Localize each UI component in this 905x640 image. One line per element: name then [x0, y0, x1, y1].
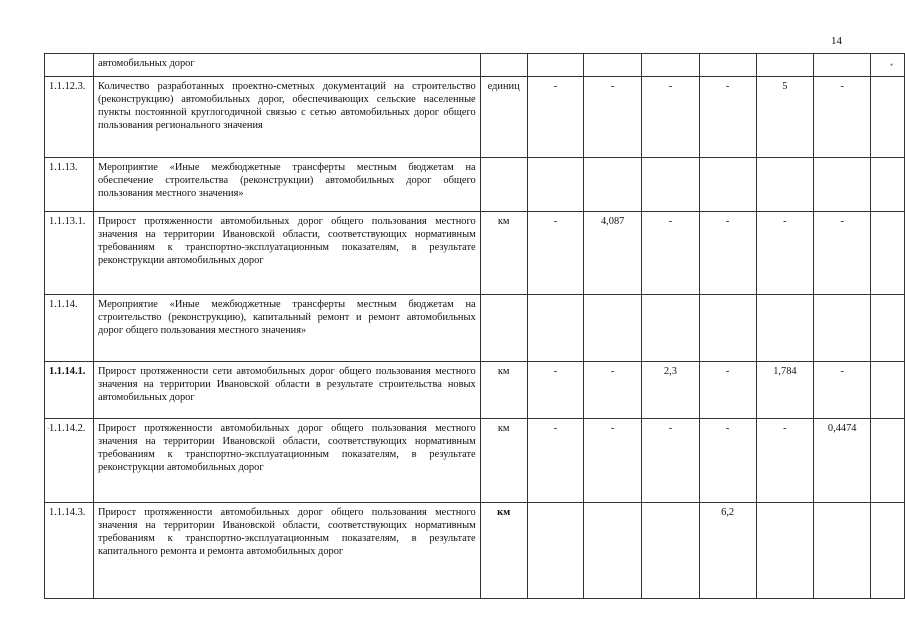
value-cell: -	[527, 77, 584, 158]
row-number: 1.1.12.3.	[45, 77, 94, 158]
value-cell	[642, 503, 700, 599]
value-cell	[584, 503, 642, 599]
value-cell	[527, 158, 584, 212]
value-cell	[584, 295, 642, 362]
value-cell	[871, 503, 905, 599]
value-cell	[756, 295, 814, 362]
value-cell	[699, 54, 756, 77]
value-cell	[871, 419, 905, 503]
value-cell	[814, 158, 871, 212]
value-cell: -	[527, 212, 584, 295]
value-cell	[871, 295, 905, 362]
row-number: 1.1.14.	[45, 295, 94, 362]
row-description: Мероприятие «Иные межбюджетные трансферты местным бюджетам на строительство (реконструкцию), капитальный ремонт и ремонт автомобильных дорог общего пользования местного значения»	[93, 295, 480, 362]
value-cell	[756, 503, 814, 599]
table-row	[45, 212, 905, 295]
row-number: 1.1.14.3.	[45, 503, 94, 599]
value-cell: -	[699, 77, 756, 158]
value-cell: -	[756, 419, 814, 503]
value-cell	[584, 54, 642, 77]
table-row	[45, 503, 905, 599]
value-cell: -	[814, 212, 871, 295]
table-row	[45, 158, 905, 212]
value-cell: -	[527, 419, 584, 503]
value-cell	[871, 158, 905, 212]
value-cell	[814, 503, 871, 599]
table-row	[45, 295, 905, 362]
row-unit	[480, 295, 527, 362]
value-cell: -	[699, 212, 756, 295]
row-unit: единиц	[480, 77, 527, 158]
value-cell	[814, 54, 871, 77]
value-cell	[584, 158, 642, 212]
value-cell: 2,3	[642, 362, 700, 419]
row-description: Количество разработанных проектно-сметных документаций на строительство (реконструкцию) автомобильных дорог, обеспечивающих сельские населенные пункты постоянной круглогодичной связью с сетью автомобильных дорог общего пользования регионального значения	[93, 77, 480, 158]
row-description: Прирост протяженности автомобильных дорог общего пользования местного значения на территории Ивановской области, соответствующих нормативным требованиям к транспортно-эксплуатационным показателям, в результате реконструкции автомобильных дорог	[93, 419, 480, 503]
row-description: Прирост протяженности автомобильных дорог общего пользования местного значения на территории Ивановской области, соответствующих нормативным требованиям к транспортно-эксплуатационным показателям, в результате реконструкции автомобильных дорог	[93, 212, 480, 295]
value-cell: -	[699, 419, 756, 503]
row-number: 1.1.13.1.	[45, 212, 94, 295]
row-unit	[480, 158, 527, 212]
indicators-table	[44, 53, 905, 599]
value-cell: 4,087	[584, 212, 642, 295]
value-cell	[642, 158, 700, 212]
value-cell: -	[584, 419, 642, 503]
row-unit: км	[480, 503, 527, 599]
value-cell	[527, 295, 584, 362]
table-row	[45, 77, 905, 158]
row-unit	[480, 54, 527, 77]
value-cell	[871, 54, 905, 77]
value-cell	[814, 295, 871, 362]
row-number	[45, 54, 94, 77]
value-cell	[871, 362, 905, 419]
value-cell: -	[642, 77, 700, 158]
value-cell: -	[527, 362, 584, 419]
row-number: 1.1.14.2.	[45, 419, 94, 503]
value-cell	[642, 54, 700, 77]
table-row	[45, 54, 905, 77]
value-cell: -	[814, 77, 871, 158]
row-description: Прирост протяженности сети автомобильных дорог общего пользования местного значения на территории Ивановской области в результате строительства новых автомобильных дорог	[93, 362, 480, 419]
value-cell: -	[699, 362, 756, 419]
table-row	[45, 419, 905, 503]
value-cell	[756, 158, 814, 212]
value-cell: -	[756, 212, 814, 295]
row-description: Мероприятие «Иные межбюджетные трансферты местным бюджетам на обеспечение строительства (реконструкции) автомобильных дорог общего пользования местного значения»	[93, 158, 480, 212]
value-cell: 1,784	[756, 362, 814, 419]
row-number: 1.1.14.1.	[45, 362, 94, 419]
row-number: 1.1.13.	[45, 158, 94, 212]
value-cell	[871, 77, 905, 158]
row-description: автомобильных дорог	[93, 54, 480, 77]
value-cell	[699, 295, 756, 362]
row-unit: км	[480, 212, 527, 295]
value-cell: -	[584, 362, 642, 419]
value-cell	[756, 54, 814, 77]
value-cell	[871, 212, 905, 295]
page-number: 14	[831, 35, 842, 47]
row-description: Прирост протяженности автомобильных дорог общего пользования местного значения на территории Ивановской области, соответствующих нормативным требованиям к транспортно-эксплуатационным показателям, в результате капитального ремонта и ремонта автомобильных дорог	[93, 503, 480, 599]
value-cell	[642, 295, 700, 362]
value-cell: 5	[756, 77, 814, 158]
table-row	[45, 362, 905, 419]
value-cell: -	[584, 77, 642, 158]
scan-mark: •	[890, 60, 894, 70]
value-cell: 0,4474	[814, 419, 871, 503]
row-unit: км	[480, 362, 527, 419]
value-cell: 6,2	[699, 503, 756, 599]
row-unit: км	[480, 419, 527, 503]
value-cell: -	[814, 362, 871, 419]
value-cell: -	[642, 212, 700, 295]
value-cell	[527, 503, 584, 599]
value-cell	[699, 158, 756, 212]
scan-mark: .	[47, 421, 50, 431]
value-cell: -	[642, 419, 700, 503]
value-cell	[527, 54, 584, 77]
